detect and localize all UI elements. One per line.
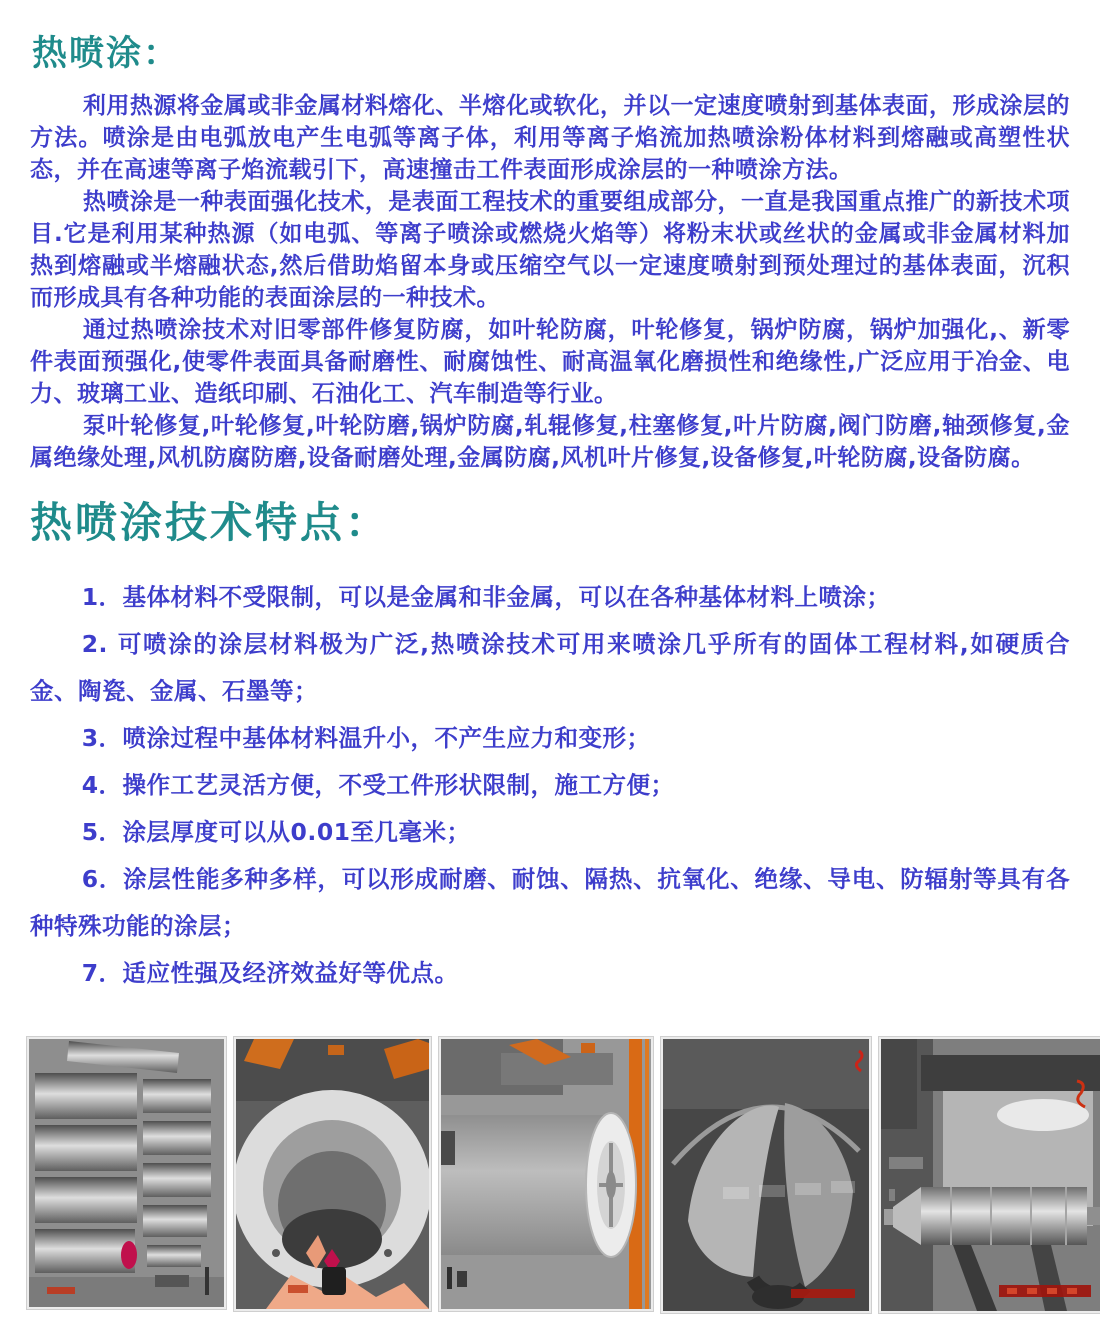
feature-item-5: 5．涂层厚度可以从0.01至几毫米； bbox=[81, 818, 471, 846]
sprayed-ring-flange-photo bbox=[234, 1037, 431, 1311]
feature-item-1: 1．基体材料不受限制，可以是金属和非金属，可以在各种基体材料上喷涂； bbox=[81, 583, 891, 611]
intro-paragraph-2: 热喷涂是一种表面强化技术，是表面工程技术的重要组成部分，一直是我国重点推广的新技术项目.它是利用某种热源（如电弧、等离子喷涂或燃烧火焰等）将粉末状或丝状的金属或非金属材料加热到熔融或半熔融状态,然后借助焰留本身或压缩空气以一定速度喷射到预处理过的基体表面，沉积而形成具有各种功能的表面涂层的一种技术。 bbox=[30, 189, 1070, 311]
shaft-on-lathe-image bbox=[881, 1039, 1100, 1311]
feature-item-6: 6．涂层性能多种多样，可以形成耐磨、耐蚀、隔热、抗氧化、绝缘、导电、防辐射等具有各种特殊功能的涂层； bbox=[30, 865, 1070, 940]
features-heading: 热喷涂技术特点： bbox=[30, 498, 391, 547]
coated-drum-roller-photo bbox=[439, 1037, 653, 1311]
shaft-on-lathe-photo bbox=[879, 1037, 1100, 1313]
intro-section bbox=[30, 90, 1070, 474]
photo-strip bbox=[27, 1037, 1070, 1313]
sprayed-ring-flange-image bbox=[236, 1039, 429, 1309]
repaired-metal-shafts-photo bbox=[27, 1037, 226, 1309]
intro-paragraph-4: 泵叶轮修复,叶轮修复,叶轮防磨,锅炉防腐,轧辊修复,柱塞修复,叶片防腐,阀门防磨,轴颈修复,金属绝缘处理,风机防腐防磨,设备耐磨处理,金属防腐,风机叶片修复,设备修复,叶轮防腐,设备防腐。 bbox=[30, 413, 1070, 471]
features-list bbox=[30, 574, 1070, 997]
intro-paragraph-1: 利用热源将金属或非金属材料熔化、半熔化或软化，并以一定速度喷射到基体表面，形成涂层的方法。喷涂是由电弧放电产生电弧等离子体，利用等离子焰流加热喷涂粉体材料到熔融或高塑性状态，并在高速等离子焰流载引下，高速撞击工件表面形成涂层的一种喷涂方法。 bbox=[30, 93, 1070, 183]
coated-drum-roller-image bbox=[441, 1039, 651, 1309]
impeller-blades-photo bbox=[661, 1037, 871, 1313]
repaired-metal-shafts-image bbox=[29, 1039, 224, 1307]
page-title: 热喷涂： bbox=[32, 34, 181, 74]
impeller-blades-image bbox=[663, 1039, 869, 1311]
feature-item-4: 4．操作工艺灵活方便，不受工件形状限制，施工方便； bbox=[81, 771, 675, 799]
intro-paragraph-3: 通过热喷涂技术对旧零部件修复防腐，如叶轮防腐，叶轮修复，锅炉防腐，锅炉加强化,、新零件表面预强化,使零件表面具备耐磨性、耐腐蚀性、耐高温氧化磨损性和绝缘性,广泛应用于冶金、电力、玻璃工业、造纸印刷、石油化工、汽车制造等行业。 bbox=[30, 317, 1070, 407]
feature-item-7: 7．适应性强及经济效益好等优点。 bbox=[81, 959, 459, 987]
feature-item-2: 2. 可喷涂的涂层材料极为广泛,热喷涂技术可用来喷涂几乎所有的固体工程材料,如硬质合金、陶瓷、金属、石墨等； bbox=[30, 630, 1070, 705]
feature-item-3: 3．喷涂过程中基体材料温升小，不产生应力和变形； bbox=[81, 724, 651, 752]
